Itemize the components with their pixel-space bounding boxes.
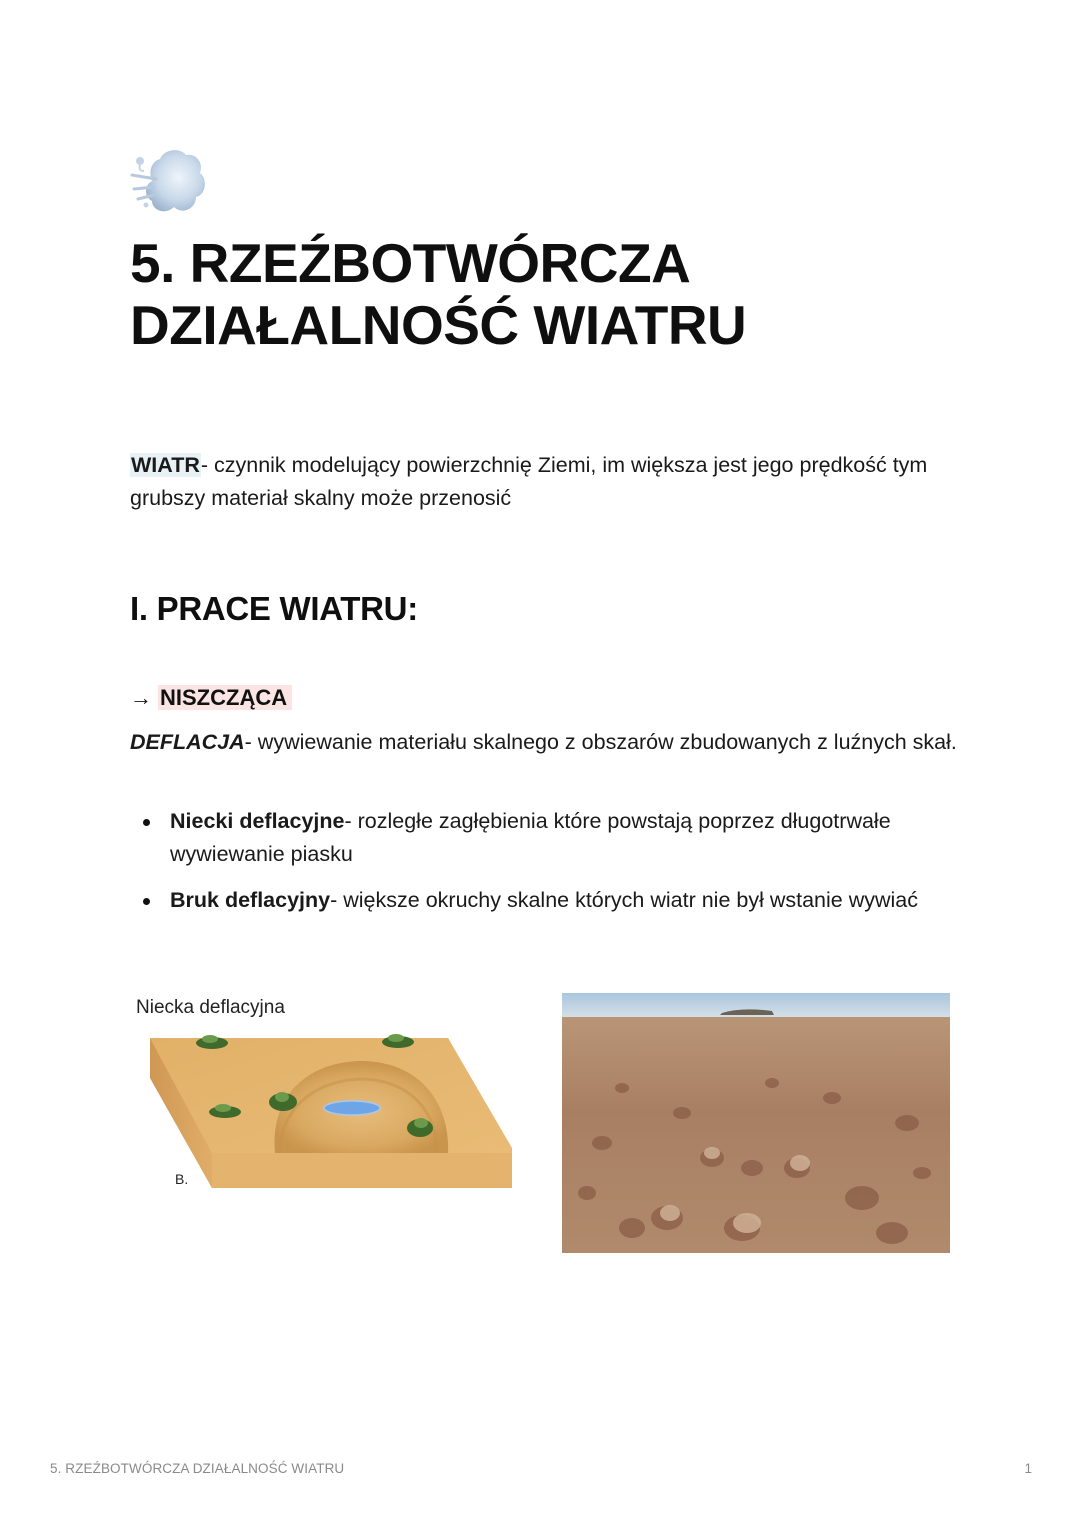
figure-caption: Niecka deflacyjna bbox=[136, 997, 285, 1018]
list-item-term: Bruk deflacyjny bbox=[170, 888, 331, 912]
wind-face-icon bbox=[130, 145, 208, 219]
niecka-illustration bbox=[130, 993, 520, 1193]
list-item-term: Niecki deflacyjne bbox=[170, 809, 345, 833]
intro-paragraph bbox=[130, 449, 970, 515]
term-deflacja: DEFLACJA bbox=[130, 730, 245, 754]
bullet-icon bbox=[143, 898, 150, 905]
footer-document-title: 5. RZEŹBOTWÓRCZA DZIAŁALNOŚĆ WIATRU bbox=[50, 1461, 345, 1476]
list-item-text: - rozległe zagłębienia które powstają poprzez długotrwałe wywiewanie piasku bbox=[170, 809, 891, 866]
deflation-forms-list bbox=[130, 805, 970, 930]
arrow-right-icon: → bbox=[130, 685, 152, 710]
term-wiatr: WIATR bbox=[131, 453, 200, 477]
page-title bbox=[130, 232, 950, 356]
intro-text: - czynnik modelujący powierzchnię Ziemi, im większa jest jego prędkość tym grubszy materiał skalny może przenosić bbox=[130, 453, 928, 510]
list-item bbox=[130, 884, 970, 917]
section-heading-prace-wiatru: I. PRACE WIATRU: bbox=[130, 590, 418, 627]
footer-page-number: 1 bbox=[1024, 1461, 1032, 1476]
figure-label: B. bbox=[175, 1171, 189, 1187]
page-title-line-2: DZIAŁALNOŚĆ WIATRU bbox=[130, 294, 747, 356]
deflacja-text: - wywiewanie materiału skalnego z obszarów zbudowanych z luźnych skał. bbox=[244, 730, 957, 754]
list-item-text: - większe okruchy skalne których wiatr nie był wstanie wywiać bbox=[330, 888, 918, 912]
desert-pavement-photo bbox=[562, 993, 950, 1253]
deflacja-definition bbox=[130, 726, 970, 759]
figure-bruk-deflacyjny-photo bbox=[562, 993, 950, 1253]
list-item bbox=[130, 805, 970, 871]
subsection-label: NISZCZĄCA bbox=[158, 685, 292, 710]
subsection-heading-niszczaca bbox=[130, 682, 292, 714]
figure-niecka-deflacyjna bbox=[130, 993, 520, 1193]
page-title-line-1: 5. RZEŹBOTWÓRCZA bbox=[130, 232, 691, 294]
bullet-icon bbox=[143, 819, 150, 826]
